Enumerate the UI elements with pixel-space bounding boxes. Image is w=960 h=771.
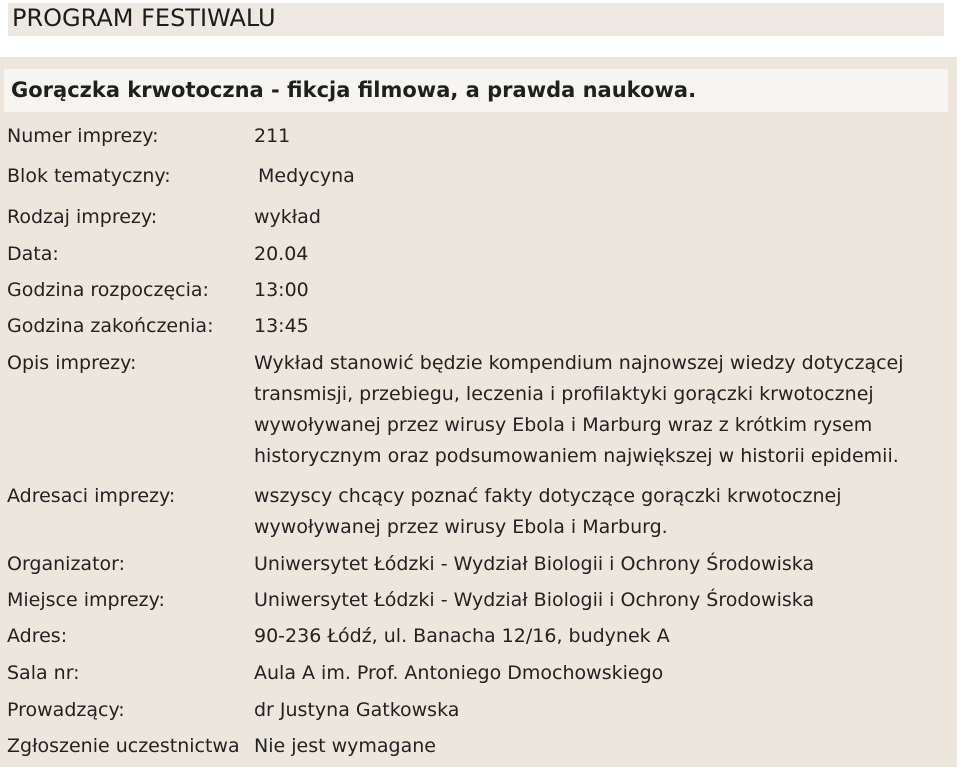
description-value: Wykład stanowić będzie kompendium najnowszej wiedzy dotyczącej transmisji, przebiegu, leczenia i profilaktyki gorączki krwotocznej wywoływanej przez wirusy Ebola i Marburg wraz z krótkim rysem historycznym oraz podsumowaniem największej w historii epidemii.	[254, 352, 904, 467]
organizer-label: Organizator:	[7, 553, 126, 575]
host-label: Prowadzący:	[7, 699, 125, 721]
room-label: Sala nr:	[7, 662, 80, 684]
audience-label: Adresaci imprezy:	[7, 485, 176, 507]
date-value: 20.04	[254, 243, 309, 265]
organizer-value: Uniwersytet Łódzki - Wydział Biologii i Ochrony Środowiska	[254, 553, 815, 575]
end-time-value: 13:45	[254, 315, 309, 337]
page-title: PROGRAM FESTIWALU	[12, 4, 276, 32]
event-type-label: Rodzaj imprezy:	[7, 206, 158, 228]
venue-label: Miejsce imprezy:	[7, 589, 165, 611]
date-label: Data:	[7, 243, 59, 265]
event-title: Gorączka krwotoczna - fikcja filmowa, a prawda naukowa.	[11, 78, 697, 102]
event-type-value: wykład	[254, 206, 321, 228]
host-value: dr Justyna Gatkowska	[254, 699, 460, 721]
end-time-label: Godzina zakończenia:	[7, 315, 214, 337]
registration-value: Nie jest wymagane	[254, 735, 436, 757]
start-time-value: 13:00	[254, 279, 309, 301]
room-value: Aula A im. Prof. Antoniego Dmochowskiego	[254, 662, 664, 684]
event-number-value: 211	[254, 125, 291, 147]
event-number-label: Numer imprezy:	[7, 125, 159, 147]
audience-value: wszyscy chcący poznać fakty dotyczące gorączki krwotocznej wywoływanej przez wirusy Ebola i Marburg.	[254, 485, 842, 538]
thematic-block-label: Blok tematyczny:	[7, 165, 171, 187]
thematic-block-value: Medycyna	[258, 165, 355, 187]
address-value: 90-236 Łódź, ul. Banacha 12/16, budynek A	[254, 625, 670, 647]
description-label: Opis imprezy:	[7, 352, 137, 374]
address-label: Adres:	[7, 625, 68, 647]
registration-label: Zgłoszenie uczestnictwa	[7, 735, 240, 757]
venue-value: Uniwersytet Łódzki - Wydział Biologii i Ochrony Środowiska	[254, 589, 815, 611]
start-time-label: Godzina rozpoczęcia:	[7, 279, 209, 301]
